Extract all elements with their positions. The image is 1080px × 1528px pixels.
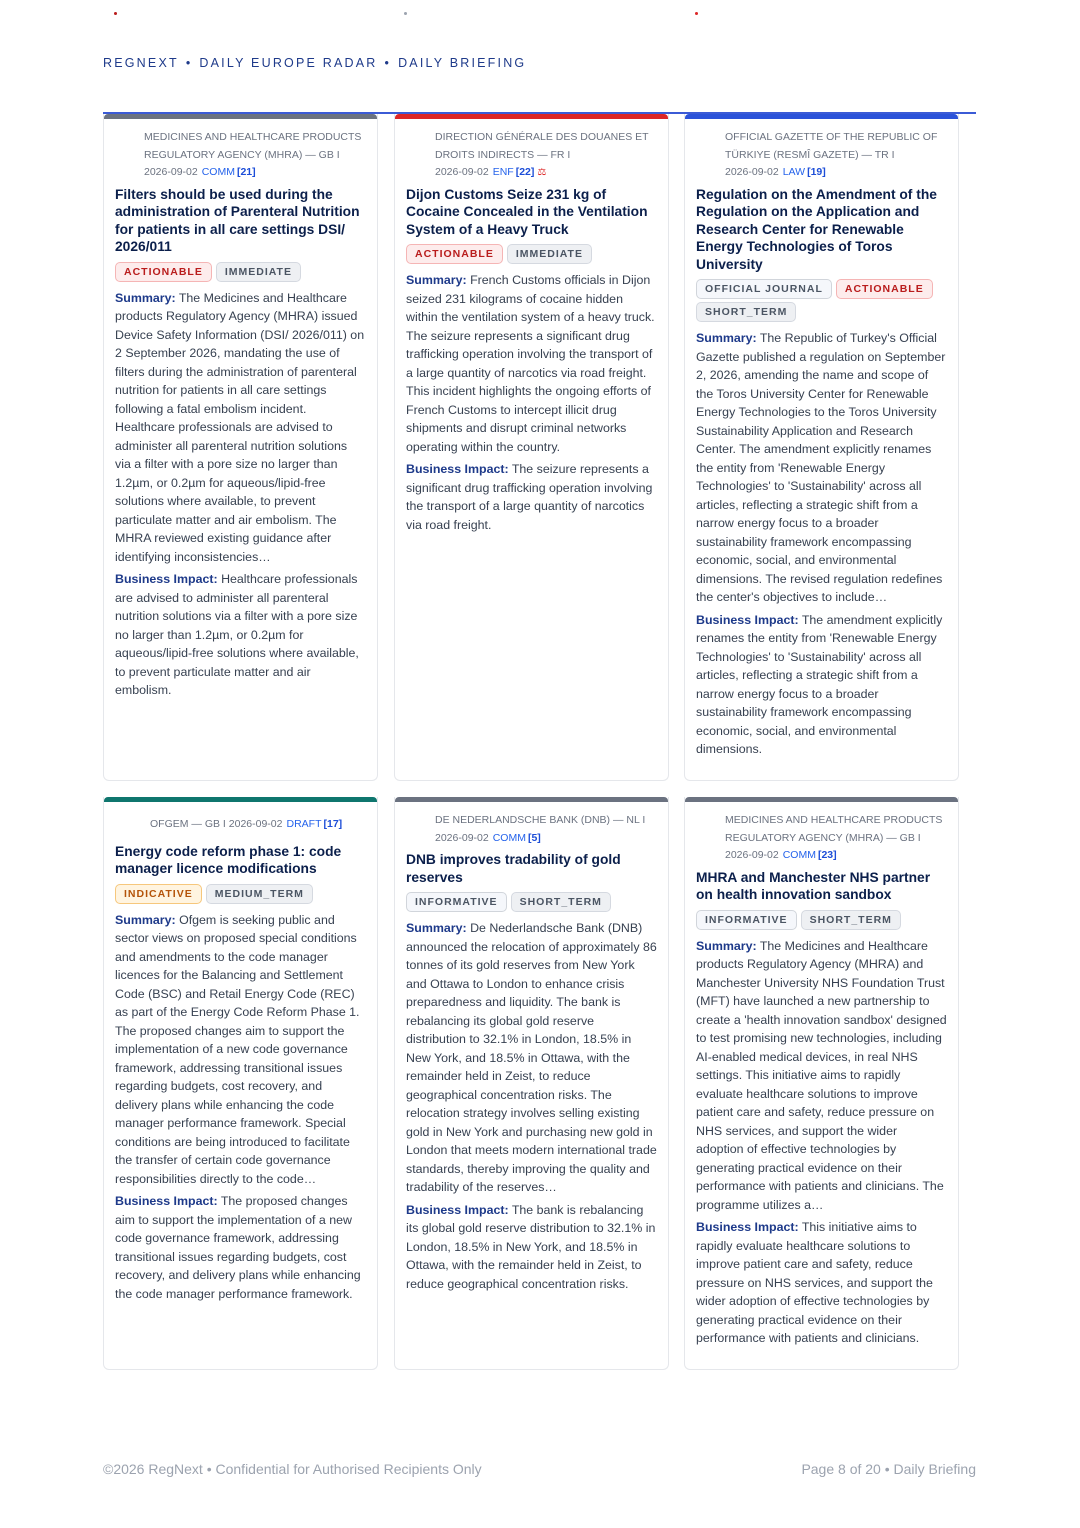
scales-icon: ⚖	[537, 167, 547, 178]
top-mark	[695, 12, 698, 15]
impact-text: Healthcare professionals are advised to administer all parenteral nutrition solutions via a filter with a pore size no larger than 1.2µm, or 0.2µm for aqueous/lipid-free solutions where available, to prevent particulate matter and air embolism.	[115, 572, 359, 697]
card-tags	[115, 262, 366, 285]
card-meta	[435, 812, 655, 847]
card-date: 2026-09-02	[228, 818, 283, 830]
footer-copyright: ©2026 RegNext • Confidential for Authorised Recipients Only	[103, 1461, 482, 1477]
tag-priority: INDICATIVE	[115, 884, 202, 904]
news-card	[394, 114, 669, 781]
report-header: REGNEXT • DAILY EUROPE RADAR • DAILY BRIEFING	[103, 56, 527, 70]
top-marks	[0, 12, 1080, 18]
card-date: 2026-09-02	[435, 166, 489, 178]
card-source: DE NEDERLANDSCHE BANK (DNB) — NL I	[435, 814, 646, 826]
summary-label: Summary:	[696, 938, 757, 953]
news-card	[684, 797, 959, 1370]
summary-label: Summary:	[406, 921, 467, 935]
news-card	[103, 114, 378, 781]
top-mark	[114, 12, 117, 15]
card-source: OFFICIAL GAZETTE OF THE REPUBLIC OF TÜRKIYE (RESMÎ GAZETE) — TR I	[725, 131, 938, 161]
card-accent-bar	[685, 114, 958, 119]
card-ref-link[interactable]: [23]	[817, 849, 837, 861]
tag-priority: INFORMATIVE	[406, 892, 507, 912]
card-source: DIRECTION GÉNÉRALE DES DOUANES ET DROITS INDIRECTS — FR I	[435, 131, 649, 161]
card-accent-bar	[104, 797, 377, 802]
card-accent-bar	[104, 114, 377, 119]
card-title[interactable]: MHRA and Manchester NHS partner on health innovation sandbox	[696, 869, 931, 902]
card-tags	[406, 244, 657, 267]
impact-text: The seizure represents a significant drug trafficking operation involving the transport of a large quantity of narcotics via road freight.	[406, 462, 653, 532]
card-kind: ENF	[492, 166, 514, 178]
card-title[interactable]: Filters should be used during the administration of Parenteral Nutrition for patients in all care settings DSI/ 2026/011	[115, 186, 360, 254]
report-edition: DAILY BRIEFING	[398, 56, 527, 70]
tag-priority: ACTIONABLE	[115, 262, 212, 282]
card-title[interactable]: DNB improves tradability of gold reserves	[406, 852, 621, 885]
card-title[interactable]: Regulation on the Amendment of the Regulation on the Application and Research Center for Renewable Energy Technologies of Toros University	[696, 186, 937, 272]
impact-text: This initiative aims to rapidly evaluate healthcare solutions to improve patient care and safety, reduce pressure on NHS services, and support the wider adoption of effective technologies by generating practical evidence on their performance with patients and clinicians.	[696, 1220, 933, 1345]
card-tags	[696, 279, 947, 325]
card-summary	[406, 271, 657, 456]
card-impact	[115, 1192, 366, 1303]
card-meta	[435, 129, 655, 182]
card-meta	[725, 129, 945, 182]
card-source: MEDICINES AND HEALTHCARE PRODUCTS REGULATORY AGENCY (MHRA) — GB I	[725, 814, 943, 844]
summary-text: The Medicines and Healthcare products Regulatory Agency (MHRA) issued Device Safety Information (DSI/ 2026/011) on 2 September 2026, mandating the use of filters during the administration of parenteral nutrition for patients in all care settings following a fatal embolism incident. Healthcare professionals are advised to administer all parenteral nutrition solutions via a filter with a pore size no larger than 1.2µm, or 0.2µm for aqueous/lipid-free solutions where available, to prevent particulate matter and air embolism. The MHRA reviewed existing guidance after identifying inconsistencies…	[115, 290, 365, 564]
report-section: DAILY EUROPE RADAR	[199, 56, 378, 70]
card-date: 2026-09-02	[725, 166, 779, 178]
card-title[interactable]: Energy code reform phase 1: code manager licence modifications	[115, 843, 342, 876]
card-ref-link[interactable]: [22]	[515, 166, 535, 178]
tag-timeframe: SHORT_TERM	[511, 892, 611, 912]
card-summary	[696, 937, 947, 1215]
card-kind: COMM	[492, 831, 526, 844]
card-summary	[115, 289, 366, 567]
impact-label: Business Impact:	[696, 612, 799, 627]
card-ref-link[interactable]: [17]	[323, 818, 343, 830]
impact-text: The proposed changes aim to support the implementation of a new code governance framework, addressing transitional issues regarding budgets, cost recovery, and delivery plans while enhancing the code manager performance framework.	[115, 1194, 361, 1301]
card-meta	[725, 812, 945, 865]
tag-timeframe: MEDIUM_TERM	[206, 884, 313, 904]
summary-label: Summary:	[115, 290, 176, 305]
card-impact	[115, 570, 366, 700]
card-accent-bar	[395, 797, 668, 802]
impact-label: Business Impact:	[696, 1220, 799, 1234]
tag-timeframe: SHORT_TERM	[801, 910, 901, 930]
card-tags	[406, 892, 657, 915]
card-impact	[406, 460, 657, 534]
footer-page-number: Page 8 of 20 • Daily Briefing	[801, 1461, 976, 1477]
card-accent-bar	[395, 114, 668, 119]
summary-text: The Republic of Turkey's Official Gazette published a regulation on September 2, 2026, amending the name and scope of the Toros University Center for Renewable Energy Technologies to the Toros University Sustainability Application and Research Center. The amendment explicitly renames the entity from 'Renewable Energy Technologies' to 'Sustainability' across all articles, reflecting a strategic shift from a narrow energy focus to a broader sustainability framework encompassing economic, social, and environmental dimensions. The revised regulation redefines the center's objectives to include…	[696, 331, 946, 604]
card-source: OFGEM — GB I	[150, 818, 226, 830]
impact-text: The amendment explicitly renames the entity from 'Renewable Energy Technologies' to 'Sustainability' across all articles, reflecting a strategic shift from a narrow energy focus to a broader sustainability framework encompassing economic, social, and environmental dimensions.	[696, 612, 943, 756]
summary-text: French Customs officials in Dijon seized 231 kilograms of cocaine hidden within the ventilation system of a heavy truck. The seizure represents a significant drug trafficking operation involving the transport of a large quantity of narcotics via road freight. This incident highlights the ongoing efforts of French Customs to intercept illicit drug shipments and disrupt criminal networks operating within the country.	[406, 273, 655, 454]
card-ref-link[interactable]: [5]	[527, 831, 541, 844]
tag-priority: ACTIONABLE	[406, 244, 503, 264]
tag-timeframe: SHORT_TERM	[696, 302, 796, 322]
card-impact	[696, 611, 947, 759]
card-summary	[115, 911, 366, 1189]
card-summary	[406, 919, 657, 1197]
card-date: 2026-09-02	[144, 166, 198, 178]
card-kind: COMM	[782, 849, 816, 861]
card-kind: COMM	[201, 166, 235, 178]
card-meta	[144, 129, 364, 182]
card-date: 2026-09-02	[725, 849, 779, 861]
card-impact	[406, 1201, 657, 1294]
summary-text: De Nederlandsche Bank (DNB) announced the relocation of approximately 86 tonnes of its gold reserves from New York and Ottawa to London to enhance crisis preparedness and liquidity. The bank is rebalancing its global gold reserve distribution to 32.1% in London, 18.5% in New York, and 18.5% in Ottawa, with the remainder held in Zeist, to reduce geographical concentration risks. The relocation strategy involves selling existing gold in New York and purchasing new gold in London that meets modern international trade standards, thereby improving the quality and tradability of the reserves…	[406, 921, 657, 1194]
card-meta	[150, 816, 364, 834]
tag-timeframe: IMMEDIATE	[216, 262, 301, 282]
tag-source-type: OFFICIAL JOURNAL	[696, 279, 832, 299]
card-accent-bar	[685, 797, 958, 802]
top-mark	[404, 12, 407, 15]
brand-name: REGNEXT	[103, 56, 179, 70]
card-tags	[115, 884, 366, 907]
card-ref-link[interactable]: [19]	[807, 166, 826, 178]
card-kind: LAW	[782, 166, 806, 178]
card-source: MEDICINES AND HEALTHCARE PRODUCTS REGULATORY AGENCY (MHRA) — GB I	[144, 131, 362, 161]
card-ref-link[interactable]: [21]	[236, 166, 256, 178]
summary-text: Ofgem is seeking public and sector views on proposed special conditions and amendments to the code manager licences for the Balancing and Settlement Code (BSC) and Retail Energy Code (REC) as part of the Energy Code Reform Phase 1. The proposed changes aim to support the implementation of a new code governance framework, addressing transitional issues regarding budgets, cost recovery, and delivery plans while enhancing the code manager performance framework. Special conditions are being introduced to facilitate the transfer of certain code governance responsibilities directly to the code…	[115, 912, 360, 1186]
impact-label: Business Impact:	[115, 1194, 218, 1208]
news-card	[684, 114, 959, 781]
impact-text: The bank is rebalancing its global gold reserve distribution to 32.1% in London, 18.5% in New York, and 18.5% in Ottawa, with the remainder held in Zeist, to reduce geographical concentration risks.	[406, 1202, 656, 1291]
card-summary	[696, 329, 947, 607]
summary-label: Summary:	[406, 273, 467, 287]
card-tags	[696, 910, 947, 933]
news-card	[394, 797, 669, 1370]
summary-text: The Medicines and Healthcare products Regulatory Agency (MHRA) and Manchester University NHS Foundation Trust (MFT) have launched a new partnership to create a 'health innovation sandbox' designed to test promising new technologies, including AI-enabled medical devices, in real NHS settings. This initiative aims to rapidly evaluate healthcare solutions to improve patient care and safety, reduce pressure on NHS services, and support the wider adoption of effective technologies by generating practical evidence on their performance with patients and clinicians. The programme utilizes a…	[696, 938, 947, 1212]
impact-label: Business Impact:	[406, 1202, 509, 1217]
impact-label: Business Impact:	[406, 462, 509, 476]
tag-priority: ACTIONABLE	[836, 279, 933, 299]
card-date: 2026-09-02	[435, 831, 489, 844]
card-title[interactable]: Dijon Customs Seize 231 kg of Cocaine Concealed in the Ventilation System of a Heavy Truck	[406, 186, 648, 237]
summary-label: Summary:	[115, 912, 176, 927]
summary-label: Summary:	[696, 331, 757, 345]
impact-label: Business Impact:	[115, 572, 218, 586]
tag-timeframe: IMMEDIATE	[507, 244, 592, 264]
news-card	[103, 797, 378, 1370]
card-impact	[696, 1218, 947, 1348]
card-kind: DRAFT	[286, 818, 322, 830]
tag-priority: INFORMATIVE	[696, 910, 797, 930]
